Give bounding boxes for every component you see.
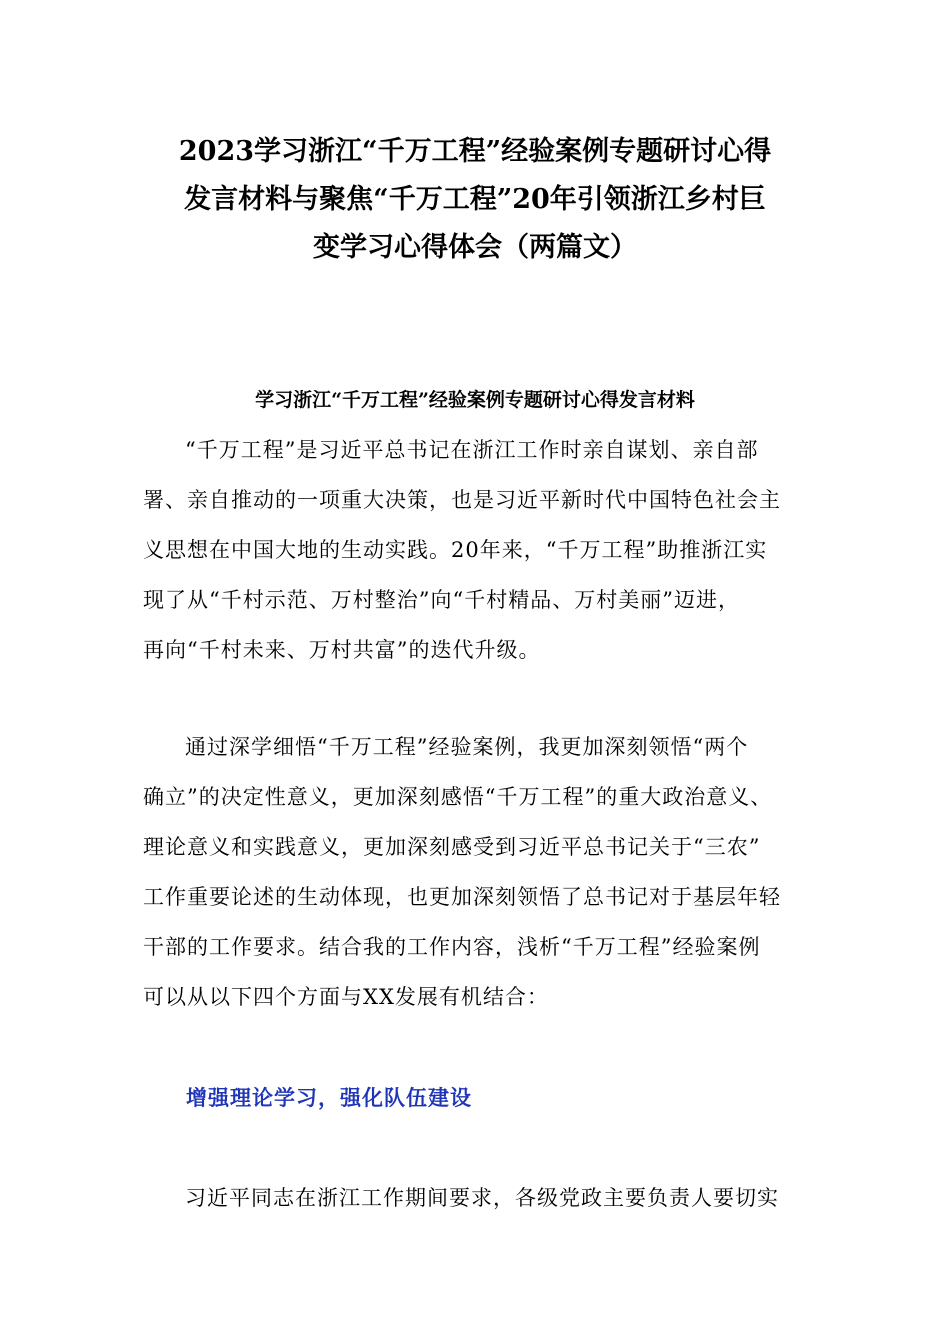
paragraph-line: 再向“千村未来、万村共富”的迭代升级。 (143, 638, 541, 662)
paragraph-line: 工作重要论述的生动体现，也更加深刻领悟了总书记对于基层年轻 (143, 885, 781, 909)
paragraph-3 (143, 1173, 833, 1223)
paragraph-line: 现了从“千村示范、万村整治”向“千村精品、万村美丽”迈进， (143, 588, 740, 612)
subheading: 增强理论学习，强化队伍建设 (186, 1085, 472, 1110)
section-title: 学习浙江“千万工程”经验案例专题研讨心得发言材料 (255, 389, 695, 411)
document-title (100, 128, 850, 272)
title-line: 变学习心得体会（两篇文） (313, 232, 637, 263)
paragraph-line: 干部的工作要求。结合我的工作内容，浅析“千万工程”经验案例 (143, 935, 761, 959)
paragraph-line: “千万工程”是习近平总书记在浙江工作时亲自谋划、亲自部 (185, 438, 759, 462)
paragraph-line: 理论意义和实践意义，更加深刻感受到习近平总书记关于“三农” (143, 835, 761, 859)
paragraph-line: 可以从以下四个方面与XX发展有机结合： (143, 985, 549, 1009)
paragraph-line: 通过深学细悟“千万工程”经验案例，我更加深刻领悟“两个 (185, 735, 749, 759)
paragraph-line: 署、亲自推动的一项重大决策，也是习近平新时代中国特色社会主 (143, 488, 781, 512)
paragraph-1 (143, 425, 833, 675)
paragraph-2 (143, 722, 833, 1022)
paragraph-line: 义思想在中国大地的生动实践。20年来，“千万工程”助推浙江实 (143, 538, 768, 562)
title-line: 2023学习浙江“千万工程”经验案例专题研讨心得 (178, 136, 772, 167)
title-line: 发言材料与聚焦“千万工程”20年引领浙江乡村巨 (184, 184, 766, 215)
paragraph-line: 习近平同志在浙江工作期间要求，各级党政主要负责人要切实 (185, 1186, 779, 1210)
paragraph-line: 确立”的决定性意义，更加深刻感悟“千万工程”的重大政治意义、 (143, 785, 773, 809)
